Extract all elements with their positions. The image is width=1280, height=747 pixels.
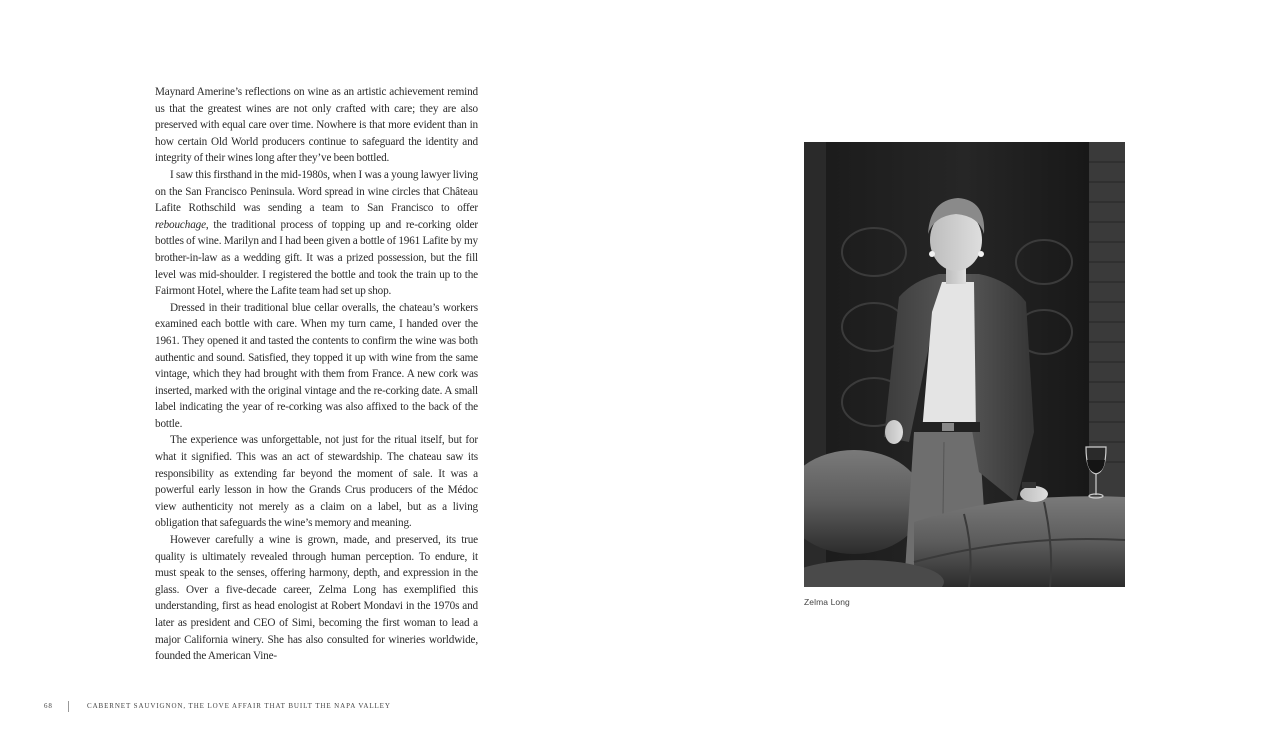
italic-term: rebouchage	[155, 218, 206, 231]
page-footer	[44, 700, 391, 712]
paragraph	[155, 532, 478, 665]
text-run: , the traditional process of topping up and re-corking older bottles of wine. Marilyn and I had been given a bottle of 1961 Lafite by my brother-in-law as a wedding gift. It was a prized possession, but the fill level was mid-shoulder. I registered the bottle and took the train up to the Fairmont Hotel, where the Lafite team had set up shop.	[155, 218, 478, 298]
text-run: However carefully a wine is grown, made, and preserved, its true quality is ultimately revealed through human perception. To endure, it must speak to the senses, offering harmony, depth, and expression in the glass. Over a five-decade career, Zelma Long has exemplified this understanding, first as head enologist at Robert Mondavi in the 1970s and later as president and CEO of Simi, becoming the first woman to lead a major California winery. She has also consulted for wineries worldwide, founded the American Vine-	[155, 534, 478, 663]
running-head: CABERNET SAUVIGNON, THE LOVE AFFAIR THAT BUILT THE NAPA VALLEY	[87, 702, 391, 710]
photo-caption: Zelma Long	[804, 597, 850, 607]
text-run: Maynard Amerine’s reflections on wine as an artistic achievement remind us that the greatest wines are not only crafted with care; they are also preserved with equal care over time. Nowhere is that more evident than in how certain Old World producers continue to safeguard the identity and integrity of their wines long after they’ve been bottled.	[155, 86, 478, 165]
page-number: 68	[44, 702, 53, 710]
text-run: I saw this firsthand in the mid-1980s, when I was a young lawyer living on the San Francisco Peninsula. Word spread in wine circles that Château Lafite Rothschild was sending a team to San Francisco to offer	[155, 168, 478, 215]
text-run: The experience was unforgettable, not just for the ritual itself, but for what it signified. This was an act of stewardship. The chateau saw its responsibility as extending far beyond the moment of sale. It was a powerful early lesson in how the Grands Crus producers of the Médoc view authenticity not merely as a claim on a label, but as a living obligation that safeguards the wine’s memory and meaning.	[155, 434, 478, 530]
footer-divider	[68, 701, 69, 712]
body-text-column	[155, 84, 478, 665]
paragraph	[155, 300, 478, 433]
text-run: Dressed in their traditional blue cellar overalls, the chateau’s workers examined each bottle with care. When my turn came, I handed over the 1961. They opened it and tasted the contents to confirm the wine was both authentic and sound. Satisfied, they topped it up with wine from the same vintage, which they had brought with them from France. A new cork was inserted, marked with the original vintage and the re-corking date. A small label indicating the year of re-corking was also affixed to the back of the bottle.	[155, 301, 478, 430]
paragraph	[155, 167, 478, 300]
paragraph	[155, 432, 478, 532]
portrait-photo	[804, 142, 1125, 587]
paragraph	[155, 84, 478, 167]
